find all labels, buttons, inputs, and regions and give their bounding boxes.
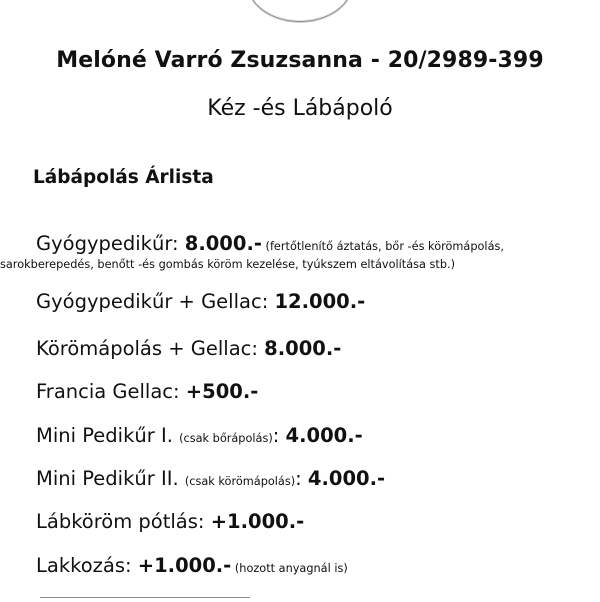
item-price: +1.000.- (137, 554, 232, 577)
item-label: Mini Pedikűr II. (36, 467, 185, 490)
item-price: +1.000.- (210, 510, 305, 533)
item-label: Körömápolás + Gellac: (36, 337, 265, 360)
price-item-koromapolas-gellac (36, 337, 341, 360)
item-price: +500.- (185, 380, 259, 403)
item-note: (csak bőrápolás) (179, 432, 273, 445)
item-label: Lábköröm pótlás: (36, 510, 211, 533)
item-label: Gyógypedikűr + Gellac: (36, 290, 275, 313)
price-item-francia-gellac (36, 380, 258, 403)
item-label: Lakkozás: (36, 554, 138, 577)
price-item-gyogypedikur (0, 232, 504, 271)
item-note: (fertőtlenítő áztatás, bőr -és körömápolás, (261, 240, 504, 253)
item-separator: : (272, 424, 286, 447)
price-item-gyogypedikur-gellac (36, 290, 365, 313)
item-label: Francia Gellac: (36, 380, 186, 403)
item-price: 4.000.- (285, 424, 363, 447)
item-price: 8.000.- (264, 337, 342, 360)
price-item-lakkozas (36, 554, 348, 577)
price-item-mini-pedikur-1 (36, 424, 363, 447)
price-item-mini-pedikur-2 (36, 467, 385, 490)
item-separator: : (295, 467, 308, 490)
section-title: Lábápolás Árlista (33, 167, 214, 188)
page-subtitle: Kéz -és Lábápoló (207, 96, 393, 121)
price-item-labkorom-potlas (36, 510, 304, 533)
item-price: 4.000.- (307, 467, 386, 490)
item-note-continued: sarokberepedés, benőtt -és gombás köröm kezelése, tyúkszem eltávolítása stb.) (0, 258, 455, 271)
item-price: 8.000.- (184, 232, 262, 255)
item-note: (csak körömápolás) (184, 475, 296, 488)
page-title: Melóné Varró Zsuzsanna - 20/2989-399 (56, 48, 544, 73)
logo-emblem (247, 0, 353, 22)
item-price: 12.000.- (274, 290, 366, 313)
item-note: (hozott anyagnál is) (231, 562, 348, 575)
item-label: Mini Pedikűr I. (36, 424, 180, 447)
item-label: Gyógypedikűr: (36, 232, 185, 255)
